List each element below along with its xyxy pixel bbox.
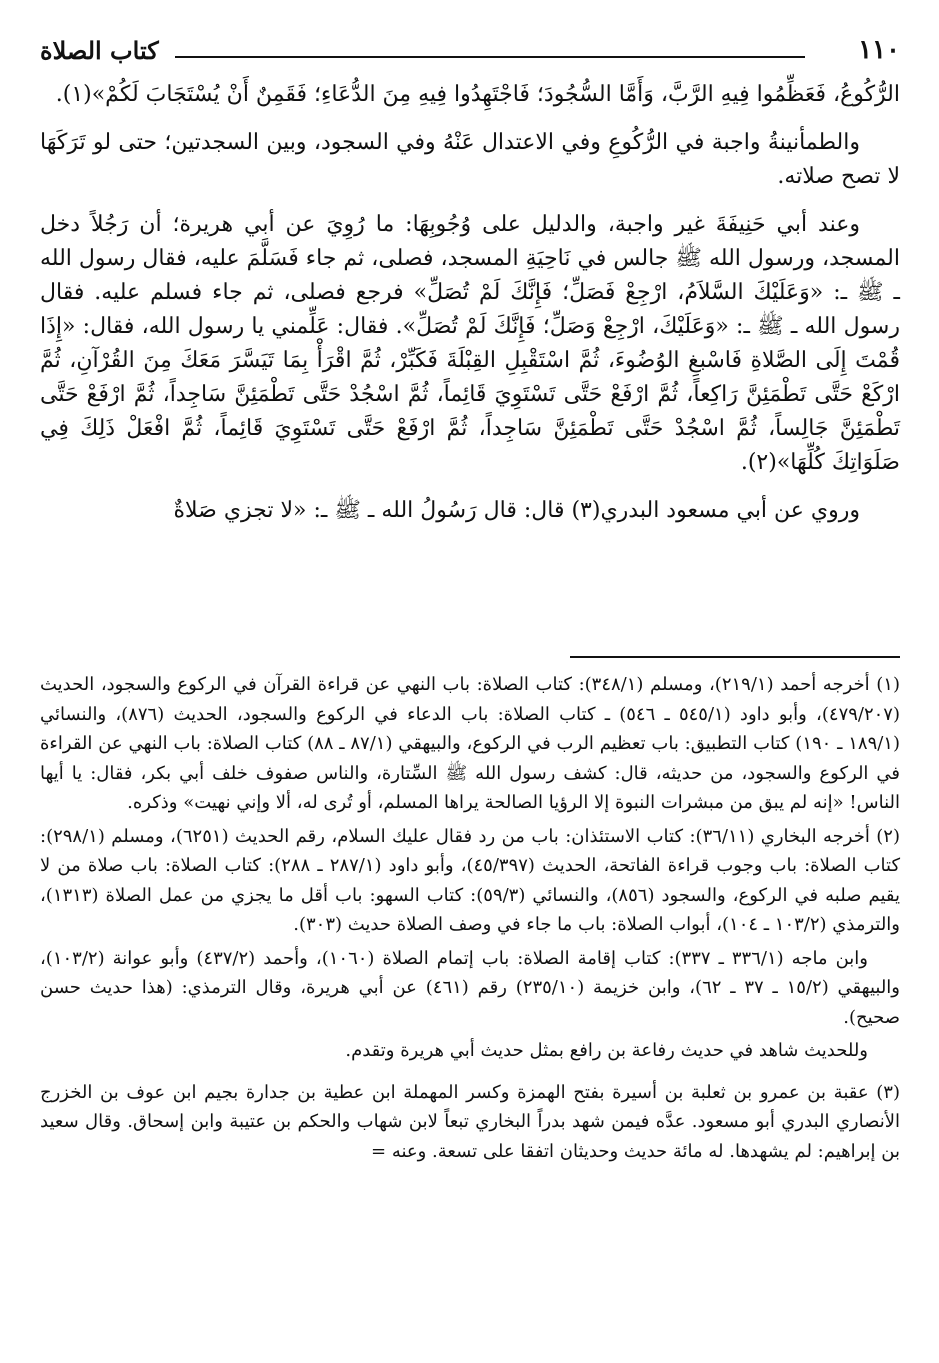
footnote-2-continuation: وابن ماجه (٣٣٦/١ ـ ٣٣٧): كتاب إقامة الصلاة: باب إتمام الصلاة (١٠٦٠)، وأحمد (٤٣٧/٢) وأبو عوانة (١٠٣/٢)، والبيهقي (١٥/٢ ـ ٣٧ ـ ٦٢)، وابن خزيمة (٢٣٥/١٠) رقم (٤٦١) عن أبي هريرة، وقال الترمذي: (هذا حديث حسن صحيح). [40,947,901,1028]
page-header [40,30,900,70]
running-title: كتاب الصلاة [40,35,159,65]
paragraph-1: الرُّكُوعُ، فَعَظِّمُوا فِيهِ الرَّبَّ، وَأَمَّا السُّجُودَ؛ فَاجْتَهِدُوا فِيهِ مِنَ الدُّعَاءِ؛ فَقَمِنٌ أَنْ يُسْتَجَابَ لَكُمْ»(١). [55,82,900,107]
paragraph-3: وعند أبي حَنِيفَةَ غير واجبة، والدليل على وُجُوبِهَا: ما رُوِيَ عن أبي هريرة؛ أن رَجُلاً دخل المسجد، ورسول الله ﷺ جالس في نَاحِيَةِ المسجد، فصلى، ثم جاء فَسَلَّمَ عليه، فقال رسول الله ـ ﷺ ـ: «وَعَلَيْكَ السَّلاَمُ، ارْجِعْ فَصَلِّ؛ فَإِنَّكَ لَمْ تُصَلِّ» فرجع فصلى، ثم جاء فسلم عليه. فقال رسول الله ـ ﷺ ـ: «وَعَلَيْكَ، ارْجِعْ وَصَلِّ؛ فَإِنَّكَ لَمْ تُصَلِّ». فقال: عَلِّمني يا رسول الله، فقال: «إِذَا قُمْتَ إِلَى الصَّلاةِ فَاسْبغِ الوُضُوءَ، ثُمَّ اسْتَقْبِلِ القِبْلَةَ فَكَبِّرْ، ثُمَّ اقْرَأْ بِمَا تَيَسَّرَ مَعَكَ مِنَ القُرْآنِ، ثُمَّ ارْكَعْ حَتَّى تَطْمَئِنَّ رَاكِعاً، ثُمَّ ارْفَعْ حَتَّى تَسْتَوِيَ قَائِماً، ثُمَّ اسْجُدْ حَتَّى تَطْمَئِنَّ سَاجِداً، ثُمَّ ارْفَعْ حَتَّى تَطْمَئِنَّ جَالِساً، ثُمَّ اسْجُدْ حَتَّى تَطْمَئِنَّ سَاجِداً، ثُمَّ ارْفَعْ حَتَّى تَسْتَوِيَ قَائِماً، ثُمَّ افْعَلْ ذَلِكَ فِي صَلَوَاتِكَ كُلِّهَا»(٢). [40,212,900,475]
footnote-1: (١) أخرجه أحمد (٢١٩/١)، ومسلم (٣٤٨/١): كتاب الصلاة: باب النهي عن قراءة القرآن في الركوع والسجود، الحديث (٤٧٩/٢٠٧)، وأبو داود (٥٤٥/١ ـ ٥٤٦) ـ كتاب الصلاة: باب الدعاء في الركوع والسجود، الحديث (٨٧٦)، والنسائي (١٨٩/١ ـ ١٩٠) كتاب التطبيق: باب تعظيم الرب في الركوع، والبيهقي (٨٧/١ ـ ٨٨) كتاب الصلاة: باب النهي عن القراءة في الركوع والسجود، من حديثه، قال: كشف رسول الله ﷺ السِّتارة، والناس صفوف خلف أبي بكر، فقال: يا أيها الناس! «إنه لم يبق من مبشرات النبوة إلا الرؤيا الصالحة يراها المسلم، أو تُرى له، ألا وإني نهيت» وذكره. [40,674,901,813]
footnote-3: (٣) عقبة بن عمرو بن ثعلبة بن أسيرة بفتح الهمزة وكسر المهملة ابن عطية بن جدارة بجيم ابن عوف بن الخزرج الأنصاري البدري أبو مسعود. عدَّه فيمن شهد بدراً البخاري تبعاً لابن شهاب والحكم بن عتيبة وابن إسحاق. وقال سعيد بن إبراهيم: لم يشهدها. له مائة حديث وحديثان اتفقا على تسعة. وعنه = [40,1081,900,1162]
footnotes [40,670,900,1170]
page-number: ١١٠ [858,35,900,65]
paragraph-4: وروي عن أبي مسعود البدري(٣) قال: قال رَسُولُ الله ـ ﷺ ـ: «لا تجزي صَلاةٌ [173,498,860,523]
book-page [40,30,900,1320]
footnote-separator [570,656,900,658]
header-rule [175,56,805,58]
footnote-2-witness: وللحديث شاهد في حديث رفاعة بن رافع بمثل حديث أبي هريرة وتقدم. [345,1040,868,1061]
footnote-2: (٢) أخرجه البخاري (٣٦/١١): كتاب الاستئذان: باب من رد فقال عليك السلام، رقم الحديث (٦٢٥١)، ومسلم (٢٩٨/١): كتاب الصلاة: باب وجوب قراءة الفاتحة، الحديث (٤٥/٣٩٧)، وأبو داود (٢٨٧/١ ـ ٢٨٨): كتاب الصلاة: باب صلاة من لا يقيم صلبه في الركوع، والسجود (٨٥٦)، والنسائي (٥٩/٣): كتاب السهو: باب أقل ما يجزي من عمل الصلاة (١٣١٣)، والترمذي (١٠٣/٢ ـ ١٠٤)، أبواب الصلاة: باب ما جاء في وصف الصلاة حديث (٣٠٣). [40,825,901,935]
paragraph-2: والطمأنينةُ واجبة في الرُّكُوعِ وفي الاعتدال عَنْهُ وفي السجود، وبين السجدتين؛ حتى لو تَرَكَهَا لا تصح صلاته. [40,130,900,189]
main-text [40,78,900,542]
